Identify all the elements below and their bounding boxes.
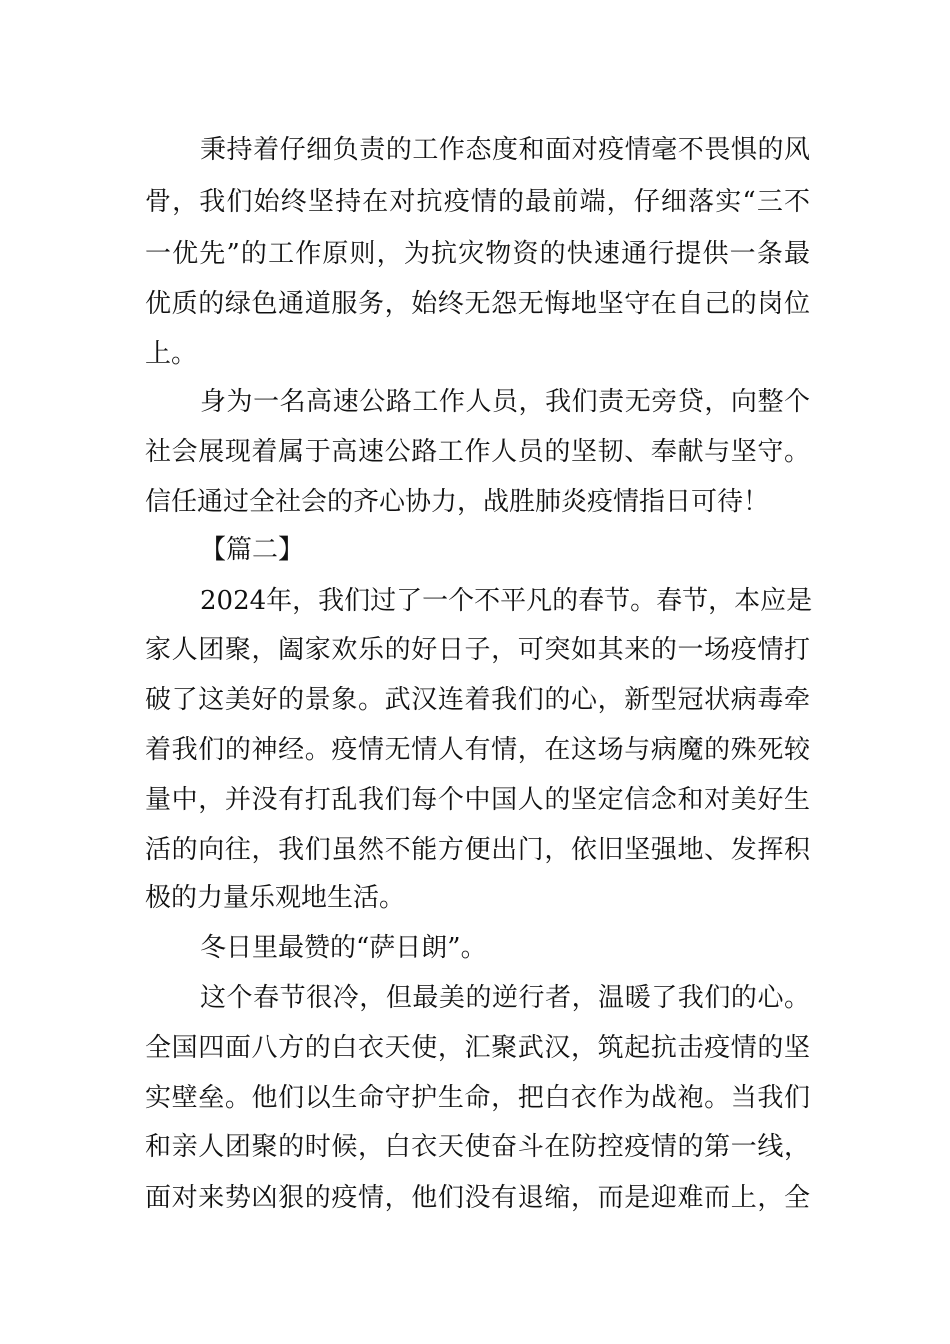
text-line: 社会展现着属于高速公路工作人员的坚韧、奉献与坚守。 (145, 437, 810, 467)
text-line: 活的向往，我们虽然不能方便出门，依旧坚强地、发挥积 (145, 835, 810, 865)
text-line: 面对来势凶狠的疫情，他们没有退缩，而是迎难而上，全 (145, 1183, 810, 1213)
text-line: 全国四面八方的白衣天使，汇聚武汉，筑起抗击疫情的坚 (145, 1033, 810, 1063)
text-line: 量中，并没有打乱我们每个中国人的坚定信念和对美好生 (145, 785, 810, 815)
text-line: 信任通过全社会的齐心协力，战胜肺炎疫情指日可待！ (145, 487, 770, 517)
text-line: 破了这美好的景象。武汉连着我们的心，新型冠状病毒牵 (145, 685, 810, 715)
text-line: 极的力量乐观地生活。 (145, 883, 406, 913)
text-line: 冬日里最赞的“萨日朗”。 (200, 933, 487, 963)
text-line: 这个春节很冷，但最美的逆行者，温暖了我们的心。 (200, 983, 810, 1013)
text-line: 一优先”的工作原则，为抗灾物资的快速通行提供一条最 (145, 239, 810, 269)
text-line: 秉持着仔细负责的工作态度和面对疫情毫不畏惧的风 (200, 135, 810, 165)
text-line: 2024年，我们过了一个不平凡的春节。春节，本应是 (200, 586, 813, 616)
text-line: 和亲人团聚的时候，白衣天使奋斗在防控疫情的第一线， (145, 1132, 810, 1162)
text-line: 家人团聚，阖家欢乐的好日子，可突如其来的一场疫情打 (145, 635, 810, 665)
text-line: 实壁垒。他们以生命守护生命，把白衣作为战袍。当我们 (145, 1083, 810, 1113)
text-line: 优质的绿色通道服务，始终无怨无悔地坚守在自己的岗位 (145, 289, 810, 319)
text-line: 骨，我们始终坚持在对抗疫情的最前端，仔细落实“三不 (145, 187, 810, 217)
text-line: 上。 (145, 339, 198, 369)
section-heading: 【篇二】 (200, 535, 305, 565)
text-line: 着我们的神经。疫情无情人有情，在这场与病魔的殊死较 (145, 735, 810, 765)
text-line: 身为一名高速公路工作人员，我们责无旁贷，向整个 (200, 387, 810, 417)
